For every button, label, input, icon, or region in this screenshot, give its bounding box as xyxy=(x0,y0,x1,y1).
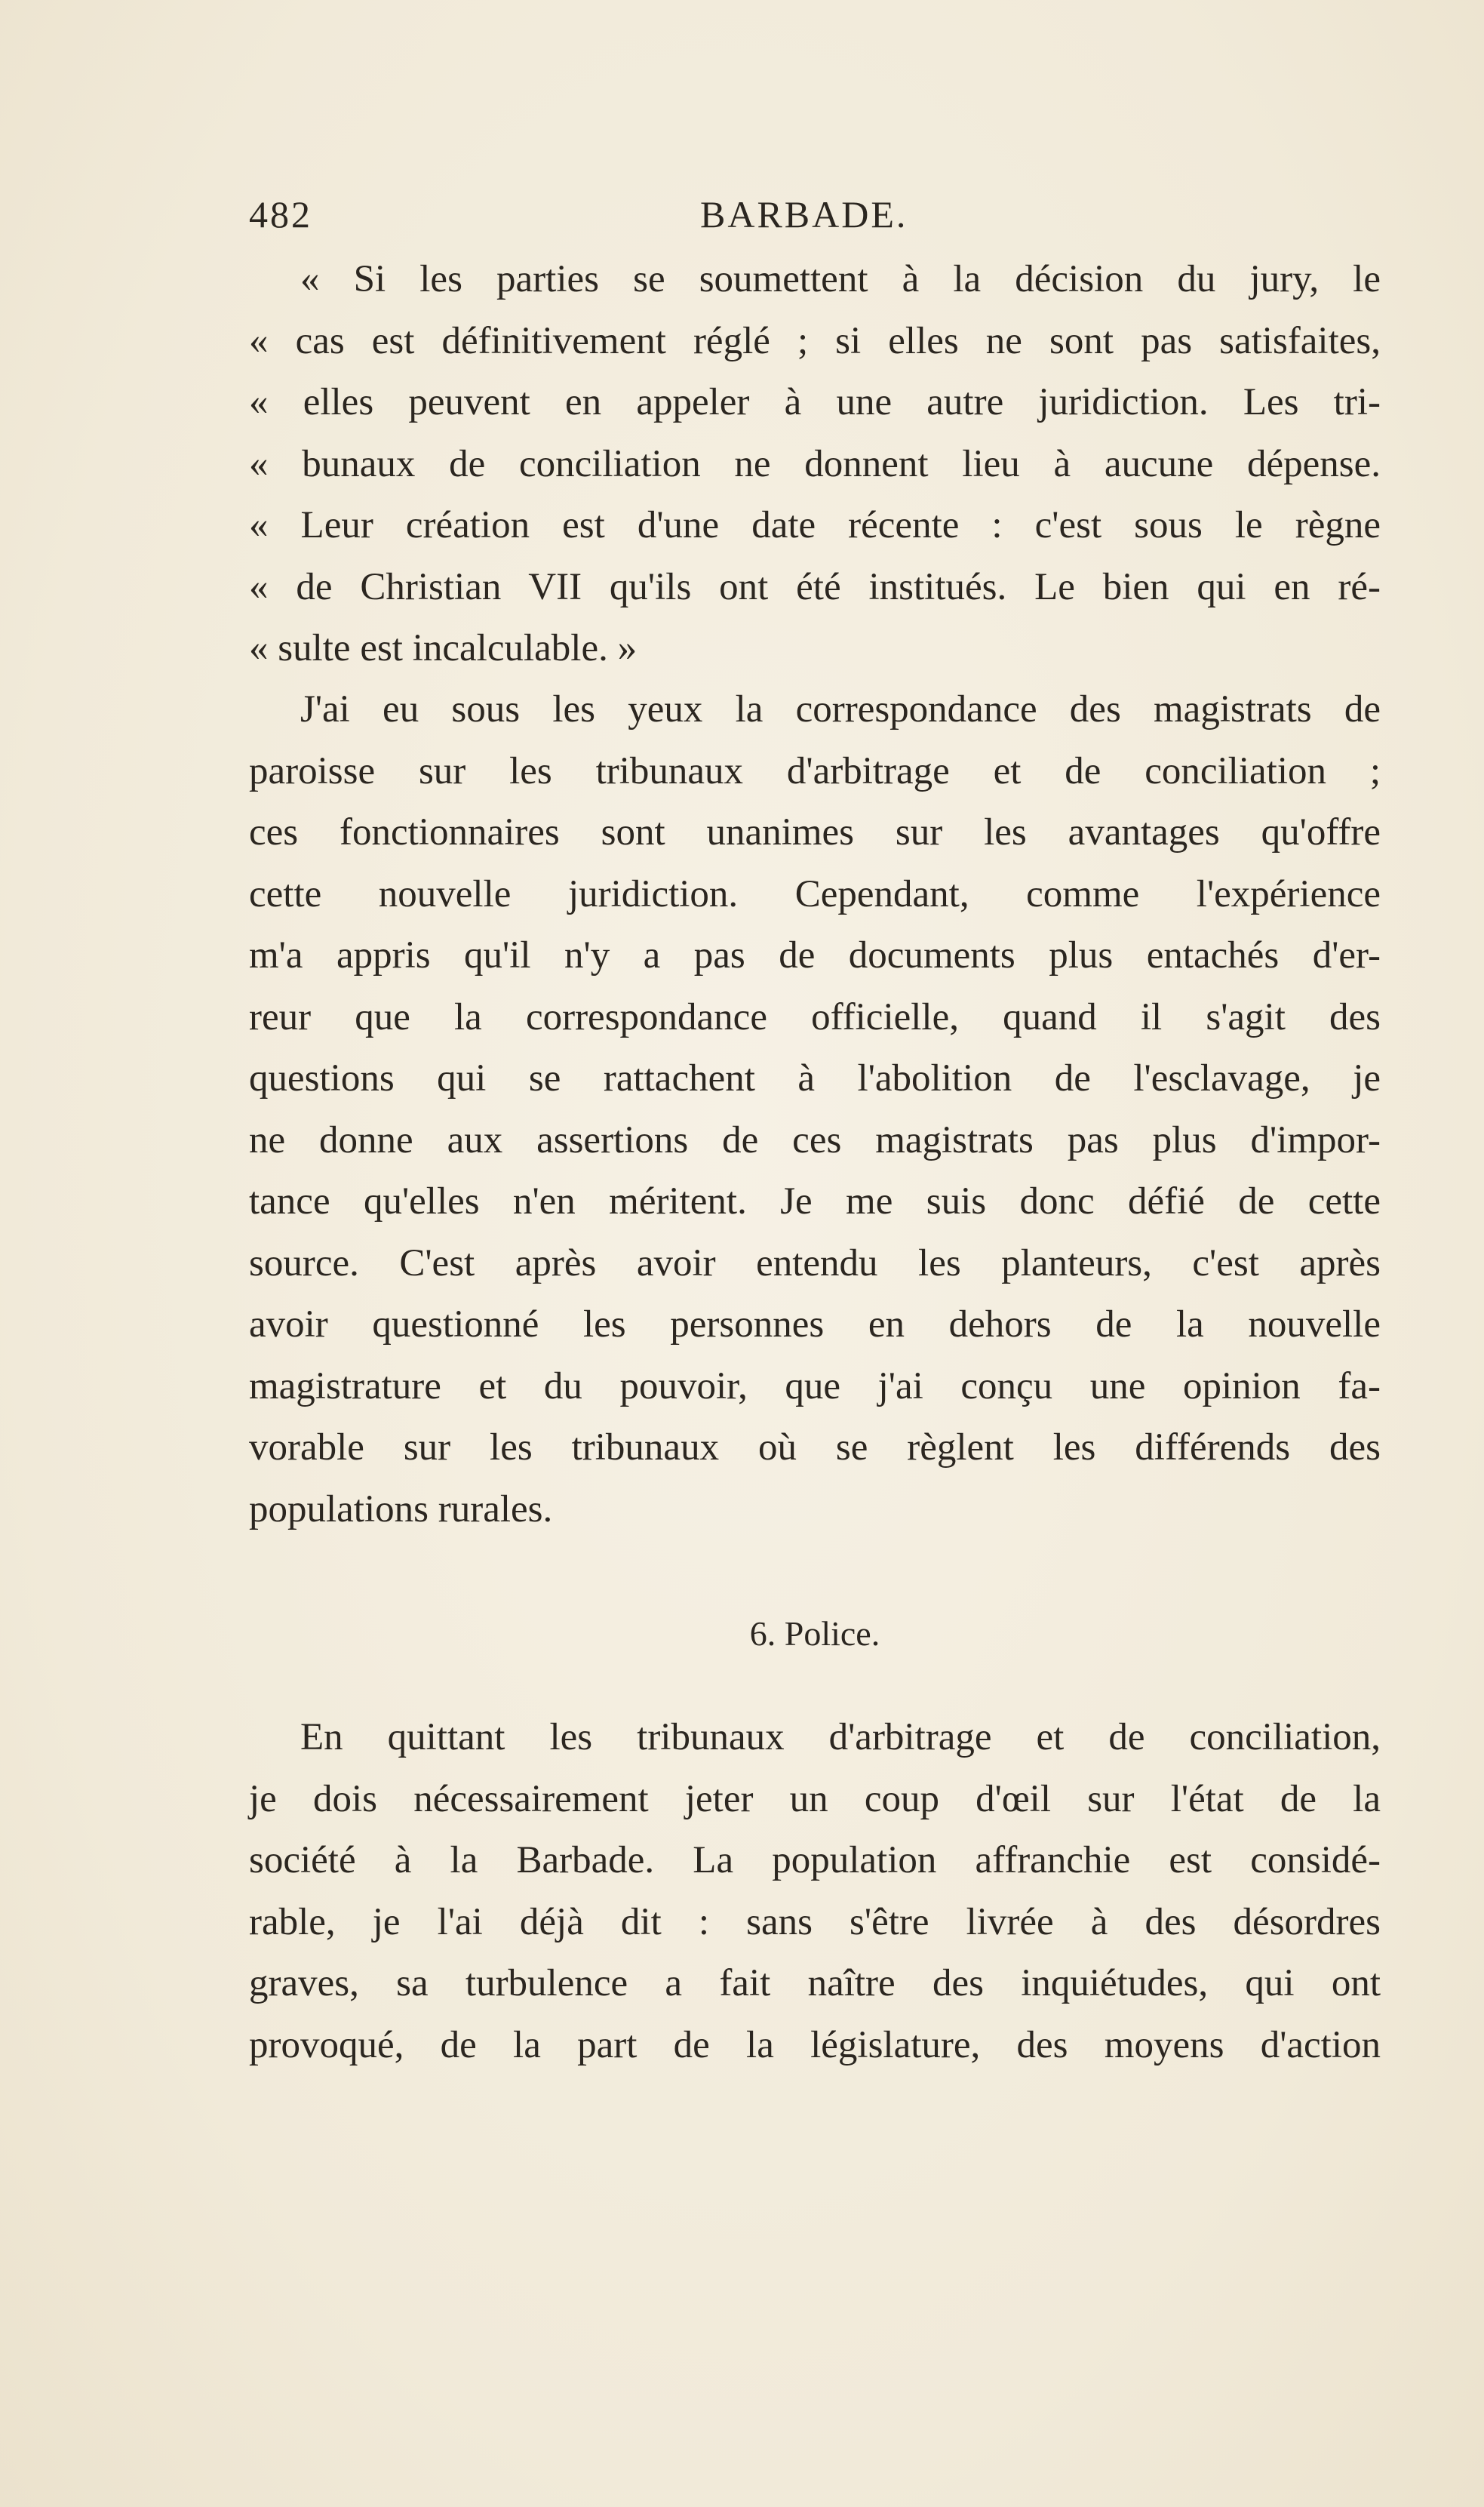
text-line: m'a appris qu'il n'y a pas de documents plus entachés d'er- xyxy=(249,934,1381,977)
text-line: tance qu'elles n'en méritent. Je me suis donc défié de cette xyxy=(249,1180,1381,1223)
text-line: source. C'est après avoir entendu les planteurs, c'est après xyxy=(249,1241,1381,1284)
text-line: cette nouvelle juridiction. Cependant, comme l'expérience xyxy=(249,872,1381,915)
page-number: 482 xyxy=(249,193,312,235)
quote-line: « sulte est incalculable. » xyxy=(249,627,638,669)
text-line: magistrature et du pouvoir, que j'ai conçu une opinion fa- xyxy=(249,1364,1381,1407)
running-title: BARBADE. xyxy=(700,193,908,235)
page-header xyxy=(249,192,1381,238)
quote-line: « elles peuvent en appeler à une autre juridiction. Les tri- xyxy=(249,381,1381,423)
text-line: société à la Barbade. La population affranchie est considé- xyxy=(249,1839,1381,1881)
text-line: ces fonctionnaires sont unanimes sur les avantages qu'offre xyxy=(249,811,1381,854)
text-line: vorable sur les tribunaux où se règlent les différends des xyxy=(249,1426,1381,1469)
quote-line: « cas est définitivement réglé ; si elles ne sont pas satisfaites, xyxy=(249,319,1381,362)
text-line: je dois nécessairement jeter un coup d'œil sur l'état de la xyxy=(249,1777,1381,1820)
text-line: avoir questionné les personnes en dehors de la nouvelle xyxy=(249,1303,1381,1346)
quote-line: « de Christian VII qu'ils ont été institués. Le bien qui en ré- xyxy=(249,565,1381,608)
quote-line: « bunaux de conciliation ne donnent lieu à aucune dépense. xyxy=(249,442,1381,485)
text-line: rable, je l'ai déjà dit : sans s'être livrée à des désordres xyxy=(249,1900,1381,1943)
quote-line: « Leur création est d'une date récente : c'est sous le règne xyxy=(249,504,1381,546)
text-line: reur que la correspondance officielle, quand il s'agit des xyxy=(249,995,1381,1038)
text-line: paroisse sur les tribunaux d'arbitrage et de conciliation ; xyxy=(249,749,1381,792)
paragraph-2 xyxy=(249,1707,1381,2076)
text-line: En quittant les tribunaux d'arbitrage et de conciliation, xyxy=(300,1716,1381,1758)
section-heading: 6. Police. xyxy=(749,1614,880,1653)
text-line: questions qui se rattachent à l'abolition de l'esclavage, je xyxy=(249,1057,1381,1100)
text-line: ne donne aux assertions de ces magistrats pas plus d'impor- xyxy=(249,1118,1381,1161)
paragraph-1 xyxy=(249,679,1381,1540)
text-line: populations rurales. xyxy=(249,1487,553,1530)
text-line: graves, sa turbulence a fait naître des inquiétudes, qui ont xyxy=(249,1962,1381,2004)
quote-line: « Si les parties se soumettent à la décision du jury, le xyxy=(300,258,1381,300)
text-line: provoqué, de la part de la législature, des moyens d'action xyxy=(249,2023,1381,2066)
quotation-block xyxy=(249,249,1381,680)
text-line: J'ai eu sous les yeux la correspondance des magistrats de xyxy=(300,688,1381,731)
